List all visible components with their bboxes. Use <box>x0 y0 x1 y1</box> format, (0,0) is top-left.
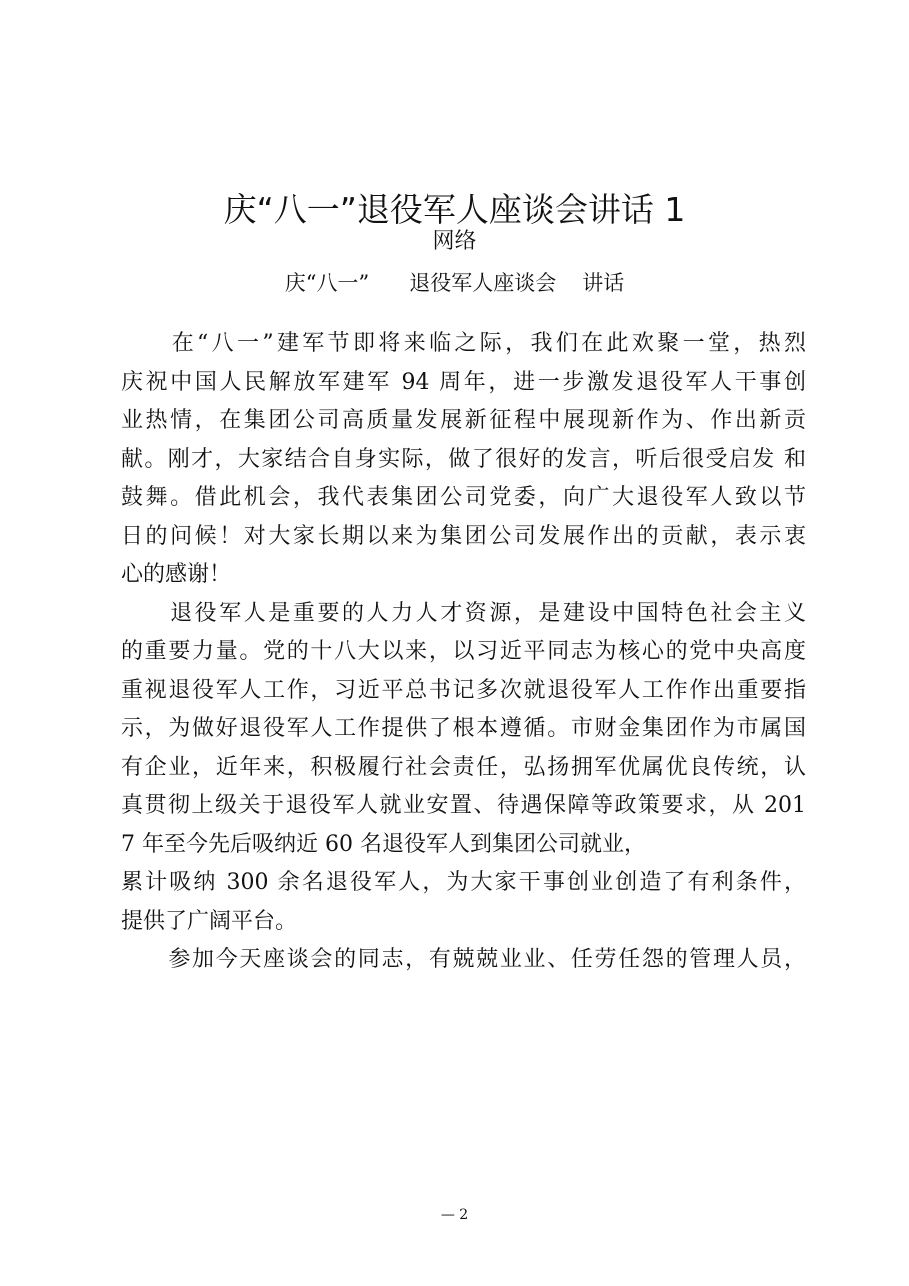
keyword-3: 讲话 <box>582 271 625 295</box>
text-line: 鼓舞。借此机会，我代表集团公司党委，向广大退役军人致以节 <box>121 485 806 510</box>
page-number: — 2 <box>440 1207 469 1223</box>
text-line: 的重要力量。党的十八大以来，以习近平同志为核心的党中央高度 <box>121 639 806 664</box>
document-author: 网络 <box>432 229 477 254</box>
text-line: 有企业，近年来，积极履行社会责任，弘扬拥军优属优良传统，认 <box>121 754 806 780</box>
keyword-2: 退役军人座谈会 <box>409 271 557 295</box>
text-line: 退役军人是重要的人力人才资源，是建设中国特色社会主义 <box>121 600 806 626</box>
keywords-line <box>0 268 909 298</box>
text-line: 参加今天座谈会的同志，有兢兢业业、任劳任怨的管理人员， <box>121 947 806 972</box>
text-line: 7 年至今先后吸纳近 60 名退役军人到集团公司就业， <box>121 831 646 857</box>
text-line: 真贯彻上级关于退役军人就业安置、待遇保障等政策要求，从 201 <box>121 793 806 818</box>
text-line: 提供了广阔平台。 <box>121 908 298 934</box>
document-body <box>121 325 806 980</box>
text-line: 献。刚才，大家结合自身实际，做了很好的发言，听后很受启发 和 <box>121 446 806 472</box>
keyword-1: 庆“八一” <box>284 271 370 295</box>
text-line: 在“八一”建军节即将来临之际，我们在此欢聚一堂，热烈 <box>121 331 806 356</box>
text-line: 累计吸纳 300 余名退役军人，为大家干事创业创造了有利条件， <box>121 870 806 895</box>
text-line: 业热情，在集团公司高质量发展新征程中展现新作为、作出新贡 <box>121 408 806 433</box>
text-line: 示，为做好退役军人工作提供了根本遵循。市财金集团作为市属国 <box>121 716 806 741</box>
text-line: 日的问候！对大家长期以来为集团公司发展作出的贡献，表示衷 <box>121 523 806 549</box>
document-title: 庆“八一”退役军人座谈会讲话 1 <box>223 190 686 229</box>
text-line: 庆祝中国人民解放军建军 94 周年，进一步激发退役军人干事创 <box>121 369 806 395</box>
text-line: 心的感谢！ <box>121 562 232 587</box>
text-line: 重视退役军人工作，习近平总书记多次就退役军人工作作出重要指 <box>121 677 806 703</box>
